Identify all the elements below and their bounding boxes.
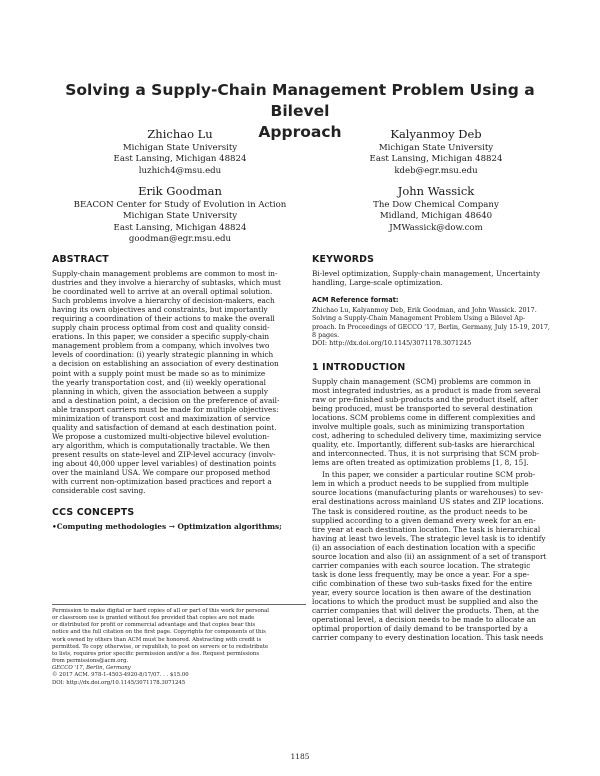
author-block (316, 127, 556, 177)
title-line: Approach (258, 123, 342, 141)
keywords-line: handling, Large-scale optimization. (312, 278, 443, 288)
doi-line: DOI: http://dx.doi.org/10.1145/3071178.3071245 (52, 679, 186, 686)
intro-line: carrier companies that will deliver the products. Then, at the (312, 606, 539, 616)
abstract-line: be coordinated well to arrive at an overall optimal solution. (52, 287, 273, 297)
intro-line: (i) an association of each destination location with a specific (312, 542, 536, 552)
permission-line: or classroom use is granted without fee provided that copies are not made (52, 615, 255, 622)
author-affiliation: The Dow Chemical Company (373, 200, 499, 210)
abstract-line: dustries and they involve a hierarchy of subtasks, which must (52, 278, 281, 288)
abstract-line: ary algorithm, which is computationally tractable. We then (52, 440, 270, 450)
introduction-paragraph-1 (312, 377, 566, 467)
author-name: Kalyanmoy Deb (390, 127, 482, 141)
intro-line: most integrated industries, as a product is made from several (312, 385, 541, 395)
intro-line: being produced, must be transported to several destination (312, 403, 533, 413)
abstract-line: levels of coordination: (i) yearly strategic planning in which (52, 350, 274, 360)
intro-line: In this paper, we consider a particular routine SCM prob- (322, 470, 536, 480)
left-column (52, 254, 306, 531)
intro-line: operational level, a decision needs to be made to allocate an (312, 615, 536, 625)
intro-line: carrier companies with each source location. The strategic (312, 560, 531, 570)
intro-line: lem in which a product needs to be supplied from multiple (312, 479, 529, 489)
author-email: goodman@egr.msu.edu (128, 234, 232, 245)
copyright-line: © 2017 ACM. 978-1-4503-4920-8/17/07. . . $15.00 (52, 672, 189, 679)
abstract-line: We propose a customized multi-objective bilevel evolution- (52, 431, 270, 441)
intro-line: lems are often treated as optimization problems [1, 8, 15]. (312, 458, 529, 468)
abstract-line: requiring a coordination of their actions to make the overall (52, 314, 275, 324)
abstract-line: minimization of transport cost and maximization of service (52, 413, 271, 423)
permission-line: permitted. To copy otherwise, or republish, to post on servers or to redistribute (52, 643, 269, 650)
abstract-line: considerable cost saving. (52, 486, 146, 496)
introduction-paragraph-2 (312, 470, 566, 642)
author-name: John Wassick (397, 184, 475, 198)
author-affiliation: Michigan State University (122, 143, 238, 153)
ccs-concepts-text: •Computing methodologies → Optimization algorithms; (52, 522, 282, 532)
intro-line: quality, etc. Importantly, different sub-tasks are hierarchical (312, 440, 535, 450)
author-block (60, 127, 300, 177)
intro-line: source locations (manufacturing plants or warehouses) to sev- (312, 488, 544, 498)
intro-line: year, every source location is then aware of the destination (312, 587, 532, 597)
intro-line: source location and also (ii) an assignment of a set of transport (312, 551, 547, 561)
author-email: luzhich4@msu.edu (138, 165, 222, 176)
permission-line: to lists, requires prior specific permission and/or a fee. Request permissions (52, 650, 260, 657)
abstract-line: a decision on establishing an association of every destination (52, 359, 279, 369)
page-number: 1185 (290, 752, 310, 761)
intro-line: task is done less frequently, may be once a year. For a spe- (312, 569, 530, 579)
permission-line: notice and the full citation on the first page. Copyrights for components of this (52, 629, 266, 636)
abstract-line: with current non-optimization based practices and report a (52, 477, 272, 487)
abstract-text (52, 269, 306, 495)
ccs-heading: CCS CONCEPTS (52, 507, 135, 519)
permission-line: or distributed for profit or commercial advantage and that copies bear this (52, 622, 256, 629)
abstract-line: having its own objectives and constraints, but importantly (52, 305, 268, 315)
abstract-line: and a destination point, a decision on the preference of avail- (52, 395, 280, 405)
intro-line: supplied according to a given demand every week for an en- (312, 515, 536, 525)
intro-line: The task is considered routine, as the product needs to be (312, 506, 528, 516)
keywords-text (312, 269, 566, 288)
permission-line: Permission to make digital or hard copies of all or part of this work for personal (52, 608, 270, 614)
title-line: Solving a Supply-Chain Management Problem Using a Bilevel (65, 81, 535, 120)
abstract-line: quality and satisfaction of demand at each destination point. (52, 422, 277, 432)
abstract-line: the yearly transportation cost, and (ii) weekly operational (52, 377, 266, 387)
abstract-line: Such problems involve a hierarchy of decision-makers, each (52, 296, 275, 306)
abstract-line: point with a supply point must be made so as to minimize (52, 368, 266, 378)
intro-line: Supply chain management (SCM) problems are common in (312, 376, 531, 386)
acm-reference-label: ACM Reference format: (312, 295, 399, 304)
intro-line: optimal proportion of daily demand to be transported by a (312, 624, 528, 634)
author-affiliation: Michigan State University (378, 143, 494, 153)
intro-line: cific combination of these two sub-tasks fixed for the entire (312, 578, 533, 588)
author-block (60, 184, 300, 246)
reference-line: 8 pages. (312, 331, 340, 340)
acm-reference-text (312, 306, 566, 348)
reference-line: proach. In Proceedings of GECCO '17, Berlin, Germany, July 15-19, 2017, (312, 322, 550, 331)
intro-line: eral destinations across mainland US states and ZIP locations. (312, 497, 544, 507)
intro-line: raw or pre-finished sub-products and the product itself, after (312, 394, 538, 404)
abstract-line: Supply-chain management problems are common to most in- (52, 269, 278, 278)
intro-line: cost, adhering to scheduled delivery time, maximizing service (312, 431, 542, 441)
abstract-line: supply chain process optimal from cost and quality consid- (52, 323, 270, 333)
abstract-line: ing about 40,000 upper level variables) of destination points (52, 458, 276, 468)
abstract-line: able transport carriers must be made for multiple objectives: (52, 404, 279, 414)
author-address: East Lansing, Michigan 48824 (113, 154, 247, 165)
keywords-line: Bi-level optimization, Supply-chain management, Uncertainty (312, 269, 541, 278)
author-name: Erik Goodman (138, 184, 222, 198)
intro-line: carrier company to every destination location. This task needs (312, 633, 544, 643)
author-affiliation: BEACON Center for Study of Evolution in Action (73, 200, 287, 210)
intro-line: locations. SCM problems come in different complexities and (312, 413, 536, 423)
abstract-line: erations. In this paper, we consider a specific supply-chain (52, 332, 270, 342)
introduction-heading: 1 INTRODUCTION (312, 361, 406, 373)
conference-line: GECCO '17, Berlin, Germany (52, 665, 131, 672)
keywords-heading: KEYWORDS (312, 254, 375, 265)
author-email: kdeb@egr.msu.edu (394, 165, 478, 176)
abstract-line: over the mainland USA. We compare our proposed method (52, 468, 271, 478)
author-address: East Lansing, Michigan 48824 (113, 222, 247, 233)
reference-doi: DOI: http://dx.doi.org/10.1145/3071178.3071245 (312, 339, 472, 348)
intro-line: tire year at each destination location. The task is hierarchical (312, 524, 541, 534)
author-name: Zhichao Lu (147, 127, 213, 141)
intro-line: locations to which the product must be supplied and also the (312, 596, 538, 606)
permission-notice (52, 604, 306, 687)
reference-line: Zhichao Lu, Kalyanmoy Deb, Erik Goodman, and John Wassick. 2017. (312, 305, 537, 314)
reference-line: Solving a Supply-Chain Management Problem Using a Bilevel Ap- (312, 314, 526, 323)
intro-line: involve multiple goals, such as minimizing transportation (312, 422, 525, 432)
abstract-line: planning in which, given the association between a supply (52, 386, 268, 396)
author-affiliation: Michigan State University (122, 211, 238, 222)
author-block (316, 184, 556, 234)
author-address: East Lansing, Michigan 48824 (369, 154, 503, 165)
abstract-heading: ABSTRACT (52, 254, 109, 265)
intro-line: having at least two levels. The strategic level task is to identify (312, 533, 546, 543)
abstract-line: present results on state-level and ZIP-level accuracy (involv- (52, 449, 276, 459)
author-email: JMWassick@dow.com (389, 222, 483, 233)
intro-line: and interconnected. Thus, it is not surprising that SCM prob- (312, 449, 540, 459)
permission-line: work owned by others than ACM must be honored. Abstracting with credit is (52, 636, 262, 643)
author-address: Midland, Michigan 48640 (379, 211, 493, 222)
permission-line: from permissions@acm.org. (52, 658, 129, 665)
abstract-line: management problem from a company, which involves two (52, 341, 270, 351)
right-column (312, 254, 566, 642)
